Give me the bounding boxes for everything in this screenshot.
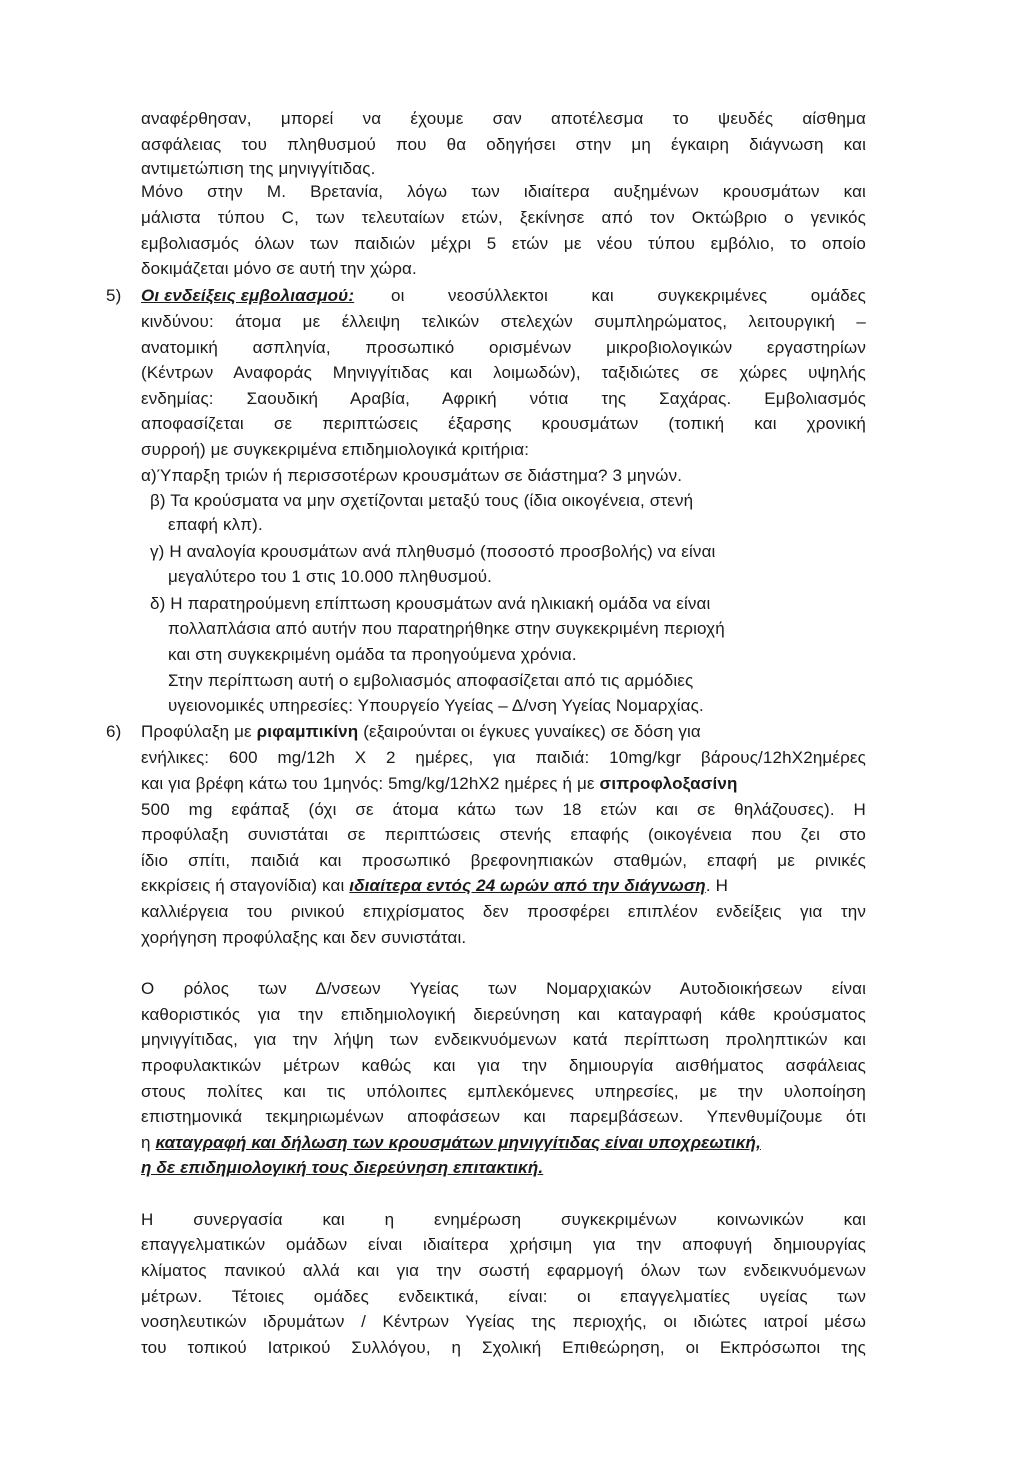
text-line: χορήγηση προφύλαξης και δεν συνιστάται. (141, 928, 467, 947)
text-line: ασφάλειας του πληθυσμού που θα οδηγήσει στην μη έγκαιρη διάγνωση και (141, 135, 866, 154)
text-run: η (141, 1133, 156, 1152)
text-line: ίδιο σπίτι, παιδιά και προσωπικό βρεφονηπιακών σταθμών, επαφή με ρινικές (141, 851, 866, 870)
drug-name-ciprofloxacin: σιπροφλοξασίνη (599, 774, 738, 793)
criterion-beta: β) Τα κρούσματα να μην σχετίζονται μεταξύ τους (ίδια οικογένεια, στενή (150, 491, 694, 510)
text-line: αντιμετώπιση της μηνιγγίτιδας. (141, 159, 376, 178)
section-heading: Οι ενδείξεις εμβολιασμού: (141, 286, 355, 305)
text-line: (Κέντρων Αναφοράς Μηνιγγίτιδας και λοιμωδών), ταξιδιώτες σε χώρες υψηλής (141, 363, 866, 382)
text-line: προφυλακτικών μέτρων καθώς και για την δημιουργία αισθήματος ασφάλειας (141, 1056, 866, 1075)
text-line (141, 774, 738, 794)
text-line: αναφέρθησαν, μπορεί να έχουμε σαν αποτέλεσμα το ψευδές αίσθημα (141, 109, 866, 128)
text-line: Μόνο στην Μ. Βρετανία, λόγω των ιδιαίτερα αυξημένων κρουσμάτων και (141, 182, 866, 201)
text-line: δοκιμάζεται μόνο σε αυτή την χώρα. (141, 259, 417, 278)
text-run: . Η (705, 876, 729, 895)
text-line: μάλιστα τύπου C, των τελευταίων ετών, ξεκίνησε από τον Οκτώβριο ο γενικός (141, 208, 866, 227)
text-line (141, 1133, 761, 1153)
emphasis-text: η δε επιδημιολογική τους διερεύνηση επιτακτική. (141, 1158, 544, 1177)
text-line: του τοπικού Ιατρικού Συλλόγου, η Σχολική Επιθεώρηση, οι Εκπρόσωποι της (141, 1338, 866, 1357)
text-line: νοσηλευτικών ιδρυμάτων / Κέντρων Υγείας της περιοχής, οι ιδιώτες ιατροί μέσω (141, 1312, 866, 1331)
text-line: μέτρων. Τέτοιες ομάδες ενδεικτικά, είναι: οι επαγγελματίες υγείας των (141, 1287, 866, 1306)
text-line: Ο ρόλος των Δ/νσεων Υγείας των Νομαρχιακών Αυτοδιοικήσεων είναι (141, 979, 866, 998)
emphasis-text: καταγραφή και δήλωση των κρουσμάτων μηνιγγίτιδας είναι υποχρεωτική, (155, 1133, 761, 1152)
text-run: εκκρίσεις ή σταγονίδια) και (141, 876, 350, 895)
text-line: προφύλαξη συνιστάται σε περιπτώσεις στενής επαφής (οικογένεια που ζει στο (141, 825, 866, 844)
criterion-gamma: γ) Η αναλογία κρουσμάτων ανά πληθυσμό (ποσοστό προσβολής) να είναι (150, 542, 716, 561)
text-line: ανατομική ασπληνία, προσωπικό ορισμένων μικροβιολογικών εργαστηρίων (141, 338, 866, 357)
text-line: καλλιέργεια του ρινικού επιχρίσματος δεν προσφέρει επιπλέον ενδείξεις για την (141, 902, 866, 921)
text-line: κλίματος πανικού αλλά και για την σωστή εφαρμογή όλων των ενδεικνυόμενων (141, 1261, 866, 1280)
text-run: (εξαιρούνται οι έγκυες γυναίκες) σε δόση για (358, 722, 701, 741)
text-line: Η συνεργασία και η ενημέρωση συγκεκριμένων κοινωνικών και (141, 1210, 866, 1229)
text-line: μεγαλύτερο του 1 στις 10.000 πληθυσμού. (168, 567, 493, 586)
text-line: επαγγελματικών ομάδων είναι ιδιαίτερα χρήσιμη για την αποφυγή δημιουργίας (141, 1235, 866, 1254)
text-line: οι νεοσύλλεκτοι και συγκεκριμένες ομάδες (391, 286, 866, 305)
text-line: στους πολίτες και τις υπόλοιπες εμπλεκόμενες υπηρεσίες, με την υλοποίηση (141, 1082, 866, 1101)
text-run: και για βρέφη κάτω του 1μηνός: 5mg/kg/12hX2 ημέρες ή με (141, 774, 600, 793)
criterion-delta: δ) Η παρατηρούμενη επίπτωση κρουσμάτων ανά ηλικιακή ομάδα να είναι (150, 594, 711, 613)
text-line: συρροή) με συγκεκριμένα επιδημιολογικά κριτήρια: (141, 440, 530, 459)
text-line: και στη συγκεκριμένη ομάδα τα προηγούμενα χρόνια. (168, 645, 577, 664)
text-run: Προφύλαξη με (141, 722, 257, 741)
text-line (141, 722, 701, 742)
text-line: 500 mg εφάπαξ (όχι σε άτομα κάτω των 18 ετών και σε θηλάζουσες). Η (141, 800, 866, 819)
text-line: ενήλικες: 600 mg/12h X 2 ημέρες, για παιδιά: 10mg/kgr βάρους/12hX2ημέρες (141, 748, 866, 767)
text-line: Στην περίπτωση αυτή ο εμβολιασμός αποφασίζεται από τις αρμόδιες (168, 671, 694, 690)
text-line (141, 876, 728, 896)
drug-name-rifampicin: ριφαμπικίνη (256, 722, 359, 741)
text-line: αποφασίζεται σε περιπτώσεις έξαρσης κρουσμάτων (τοπική και χρονική (141, 414, 866, 433)
text-line: επιστημονικά τεκμηριωμένων αποφάσεων και παρεμβάσεων. Υπενθυμίζουμε ότι (141, 1107, 866, 1126)
text-line: εμβολιασμός όλων των παιδιών μέχρι 5 ετών με νέου τύπου εμβόλιο, το οποίο (141, 234, 866, 253)
text-line: επαφή κλπ). (168, 515, 263, 534)
list-number: 5) (106, 286, 122, 305)
text-line: πολλαπλάσια από αυτήν που παρατηρήθηκε στην συγκεκριμένη περιοχή (168, 619, 725, 638)
text-line: υγειονομικές υπηρεσίες: Υπουργείο Υγείας – Δ/νση Υγείας Νομαρχίας. (168, 696, 704, 715)
text-line: κινδύνου: άτομα με έλλειψη τελικών στελεχών συμπληρώματος, λειτουργική – (141, 312, 866, 331)
text-line: ενδημίας: Σαουδική Αραβία, Αφρική νότια της Σαχάρας. Εμβολιασμός (141, 389, 866, 408)
emphasis-text: ιδιαίτερα εντός 24 ωρών από την διάγνωση (349, 876, 706, 895)
list-number: 6) (106, 722, 122, 741)
text-line: μηνιγγίτιδας, για την λήψη των ενδεικνυόμενων κατά περίπτωση προληπτικών και (141, 1030, 866, 1049)
text-line: καθοριστικός για την επιδημιολογική διερεύνηση και καταγραφή κάθε κρούσματος (141, 1005, 866, 1024)
criterion-alpha: α)Ύπαρξη τριών ή περισσοτέρων κρουσμάτων σε διάστημα? 3 μηνών. (141, 466, 683, 485)
